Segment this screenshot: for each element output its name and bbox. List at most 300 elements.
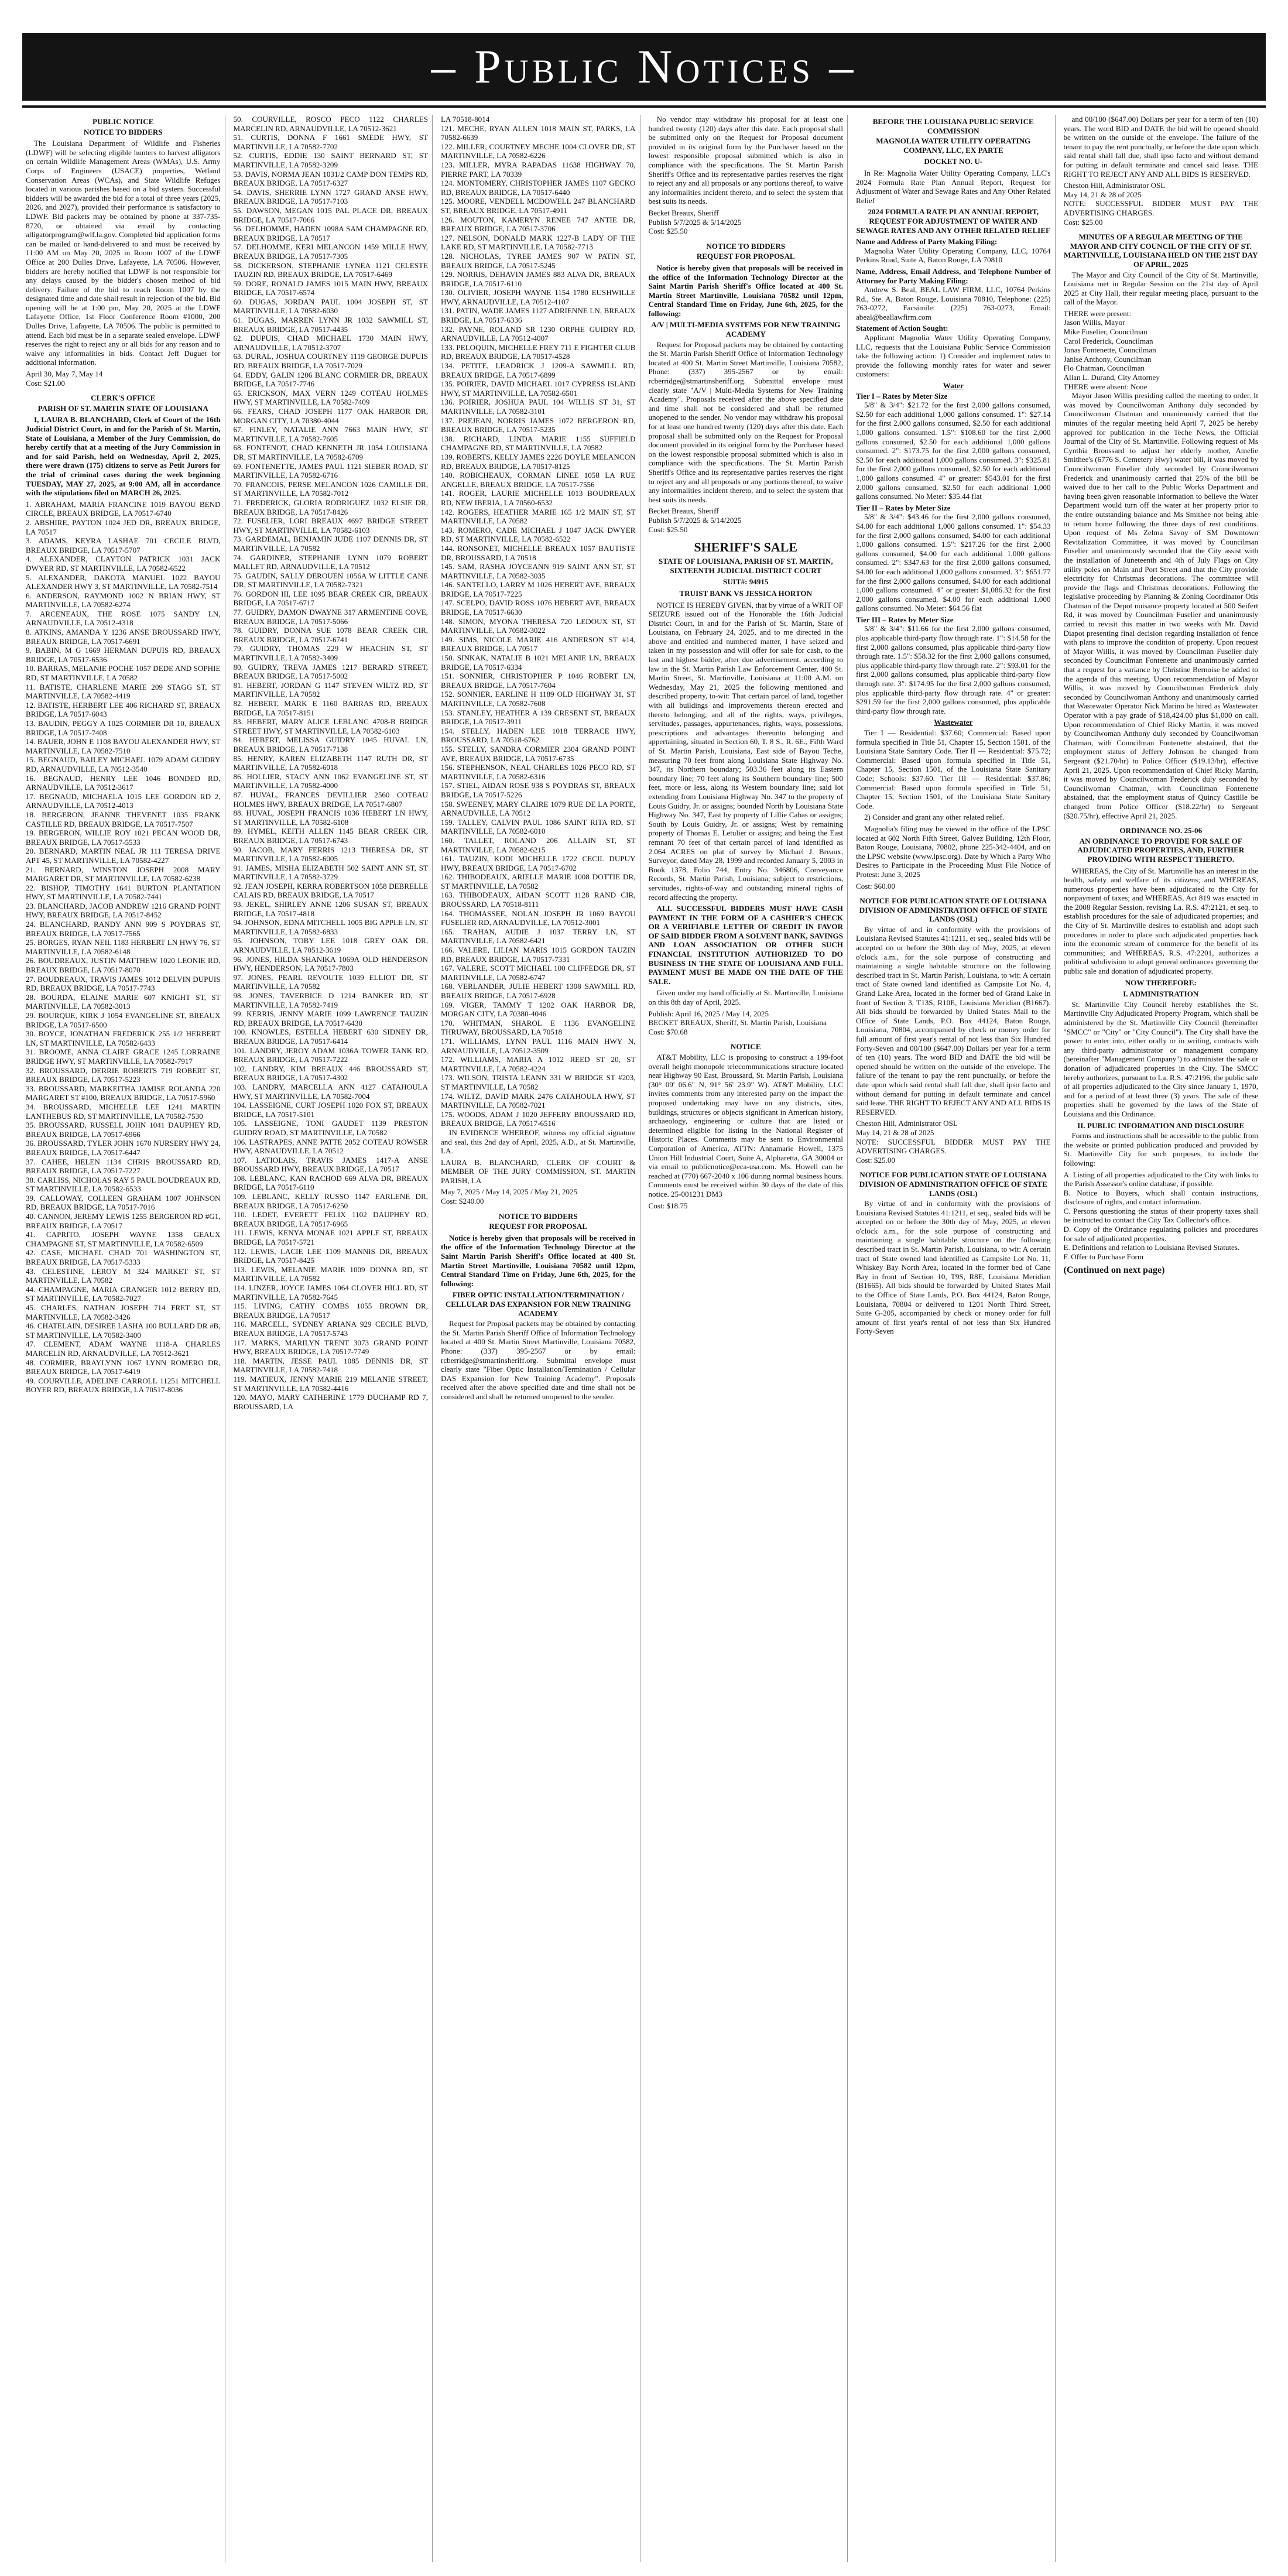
list-item: 150. SINKAK, NATALIE B 1021 MELANIE LN, BREAUX BRIDGE, LA 70517-6334: [441, 653, 636, 672]
list-item: 55. DAWSON, MEGAN 1015 PAL PLACE DR, BREAUX BRIDGE, LA 70517-7066: [233, 205, 428, 224]
notice-alligator-bids: [26, 117, 221, 388]
list-item: 69. FONTENETTE, JAMES PAUL 1121 SIEBER ROAD, ST MARTINVILLE, LA 70582-6716: [233, 461, 428, 480]
list-item: 41. CAPRITO, JOSEPH WAYNE 1358 GEAUX CHAMPAGNE ST, ST MARTINVILLE, LA 70582-6509: [26, 1230, 221, 1248]
signature: Cheston Hill, Administrator OSL: [856, 1119, 958, 1128]
list-item: Carol Frederick, Councilman: [1063, 336, 1153, 345]
sale-terms: ALL SUCCESSFUL BIDDERS MUST HAVE CASH PAYMENT IN THE FORM OF A CASHIER'S CHECK OR A VERIFIABLE LETTER OF CREDIT IN FAVOR OF SAID BIDDER FROM A SOLVENT BANK, SAVINGS AND LOAN ASSOCIATION OR OTHER SUCH FINANCIAL INSTITUTION AUTHORIZED TO DO BUSINESS IN THE STATE OF LOUISIANA AND FULL PAYMENT MUST BE MADE ON THE DATE OF THE SALE.: [648, 904, 843, 986]
attorney: Andrew S. Beal, BEAL LAW FIRM, LLC, 10764 Perkins Rd., Ste. A, Baton Rouge, Louisiana 70810, Telephone: (225) 763-0272, Facsimile: (225) 763-0273, Email: abeal@beallawfirm.com: [856, 285, 1051, 321]
list-item: 143. ROMERO, CADE MICHAEL J 1047 JACK DWYER RD, ST MARTINVILLE, LA 70582-6522: [441, 525, 636, 544]
list-item: 1. ABRAHAM, MARIA FRANCINE 1019 BAYOU BEND CIRCLE, BREAUX BRIDGE, LA 70517-6740: [26, 499, 221, 518]
list-item: 130. OLIVIER, JOSEPH WAYNE 1154 1780 EUSHWILLE HWY, ARNAUDVILLE, LA 70512-4107: [441, 288, 636, 306]
absent-list: THERE were absent: None: [1063, 382, 1147, 391]
list-item: 71. FREDERICK, GLORIA RODRIGUEZ 1032 ELSIE DR, BREAUX BRIDGE, LA 70517-8426: [233, 498, 428, 516]
publish-dates: Publish 5/7/2025 & 5/14/2025: [648, 217, 742, 227]
list-item: 27. BOUDREAUX, TRAVIS JAMES 1012 DELVIN DUPUIS RD, BREAUX BRIDGE, LA 70517-7743: [26, 974, 221, 993]
given-statement: Given under my hand officially at St. Martinville, Louisiana on this 8th day of April, 2025.: [648, 988, 843, 1007]
list-item: 139. ROBERTS, KELLY JAMES 2226 DOYLE MELANCON RD, BREAUX BRIDGE, LA 70517-8125: [441, 452, 636, 471]
list-item: 101. LANDRY, JEROY ADAM 1036A TOWER TANK RD, BREAUX BRIDGE, LA 70517-7222: [233, 1046, 428, 1064]
list-item: B. Notice to Buyers, which shall contain instructions, disclosure of rights, and contact information.: [1063, 1188, 1258, 1207]
list-item: 92. JEAN JOSEPH, KERRA ROBERTSON 1058 DEBRELLE CALAIS RD, BREAUX BRIDGE, LA 70517: [233, 881, 428, 900]
notice-body: AT&T Mobility, LLC is proposing to construct a 199-foot overall height monopole telecommunications structure located near Highway 90 East, Broussard, St. Martin Parish, Louisiana (30° 09' 06.6" N, 91° 56' 23.9" W). AT&T Mobility, LLC invites comments from any interested party on the impact the proposed undertaking may have on any districts, sites, buildings, structures or objects significant in American history, archaeology, engineering or culture that are listed or determined eligible for listing in the National Register of Historic Places. Comments may be sent to Environmental Corporation of America, ATTN: Annamarie Howell, 1375 Union Hill Industrial Court, Suite A, Alpharetta, GA 30004 or via email to publicnotice@eca-usa.com. Ms. Howell can be reached at (770) 667-2040 x 106 during normal business hours. Comments must be received within 30 days of the date of this notice. 25-001231 DM3: [648, 1053, 843, 1198]
list-item: 5. ALEXANDER, DAKOTA MANUEL 1022 BAYOU ALEXANDER HWY 3, ST MARTINVILLE, LA 70582-7514: [26, 573, 221, 591]
list-item: 124. MONTOMERY, CHRISTOPHER JAMES 1107 GECKO RD, BREAUX BRIDGE, LA 70517-6440: [441, 179, 636, 197]
list-item: 119. MATIEUX, JENNY MARIE 219 MELANIE STREET, ST MARTINVILLE, LA 70582-4416: [233, 1374, 428, 1393]
list-item: 126. MOUTON, KAMERYN RENEE 747 ANTIE DR, BREAUX BRIDGE, LA 70517-3706: [441, 215, 636, 234]
section-2-body: Forms and instructions shall be accessible to the public from the website or printed publication produced and provided by St. Martinville City for such purposes, to include the following:: [1063, 1131, 1258, 1167]
list-item: 48. CORMIER, BRAYLYNN 1067 LYNN ROMERO DR, BREAUX BRIDGE, LA 70517-6419: [26, 1358, 221, 1376]
list-item: 169. VIGER, TAMMY T 1202 OAK HARBOR DR, MORGAN CITY, LA 70380-4046: [441, 1000, 636, 1019]
list-item: 6. ANDERSON, RAYMOND 1002 N BRIAN HWY, ST MARTINVILLE, LA 70582-6274: [26, 591, 221, 609]
list-item: 108. LEBLANC, KAN RACHOD 669 ALVA DR, BREAUX BRIDGE, LA 70517-6110: [233, 1173, 428, 1192]
list-item: 125. MOORE, VENDELL MCDOWELL 247 BLANCHARD ST, BREAUX BRIDGE, LA 70517-4911: [441, 197, 636, 215]
list-item: LA 70518-8014: [441, 115, 490, 124]
list-item: 174. WILTZ, DAVID MARK 2476 CATAHOULA HWY, ST MARTINVILLE, LA 70582-7021: [441, 1091, 636, 1110]
notice-cost: Cost: $21.00: [26, 378, 65, 388]
section-2-heading: II. PUBLIC INFORMATION AND DISCLOSURE: [1077, 1121, 1245, 1130]
notice-body: NOTICE IS HEREBY GIVEN, that by virtue of a WRIT OF SEIZURE issued out of the Honorable the 16th Judicial District Court, in and for the Parish of St. Martin, State of Louisiana, on February 24, 2025, and to me directed in the above and entitled and numbered matter, I have seized and taken in my possession and will offer for sale for cash, to the last and highest bidder, after due advertisement, according to law in the St. Martin Parish Law Enforcement Center, 400 St. Martin Street, St. Martinville, Louisiana at 11:00 A.M. on Wednesday, May 21, 2025 the following mentioned and described property, to-wit: That certain parcel of land, together with all buildings and improvements thereon erected and thereto belonging, and all of the rights, ways, privileges, servitudes, passages, appurtenances, rights, ways, possessions, prescriptions and advantages thereunto belonging and appertaining, situated in Section 60, T. 8 S., R. 6E., Fifth Ward of St. Martin Parish, Louisiana, East side of Bayou Teche, measuring 70 feet front along Louisiana State Highway No. 347, its Northern boundary; 503.36 feet along its Eastern boundary line; 70 feet along its Southern boundary line; 500 feet, more or less, along its Western boundary line; said lot extending from Louisiana Highway No. 347 to the property of Louis Guidry, Jr. or assigns; bounded North by Louisiana State Highway No. 347, East by property of Lillie Cabas or assigns; South by Louis Guidry, Jr. or assigns; West by remaining property of Thomas E. Letulier or assigns; and being the East remnant 70 feet of that certain parcel of land identified as 2.064 ACRES on plat of survey by Michael J. Breaux, Surveyor, dated May 28, 1999 and recorded January 5, 2003 in Book 1378, Folio 744, Entry No. 346806, Conveyance Records, St. Martin Parish, Louisiana; subject to restrictions, servitudes, rights-of-way and outstanding mineral rights of record affecting the property.: [648, 600, 843, 902]
list-item: 165. TRAHAN, AUDIE J 1037 TERRY LN, ST MARTINVILLE, LA 70582-6421: [441, 927, 636, 946]
list-item: 93. JEKEL, SHIRLEY ANNE 1206 SUSAN ST, BREAUX BRIDGE, LA 70517-4818: [233, 900, 428, 918]
list-item: 35. BROUSSARD, RUSSELL JOHN 1041 DAUPHEY RD, BREAUX BRIDGE, LA 70517-6966: [26, 1121, 221, 1139]
banner-title: – Public Notices –: [431, 40, 857, 93]
notice-title: BEFORE THE LOUISIANA PUBLIC SERVICE COMMISSION: [872, 117, 1034, 135]
notice-cost: Cost: $18.75: [648, 1201, 688, 1210]
list-item: 117. MARKS, MARILYN TRENT 3073 GRAND POINT HWY, BREAUX BRIDGE, LA 70517-7749: [233, 1338, 428, 1356]
wastewater-rates: Tier I — Residential: $37.60; Commercial: Based upon formula specified in Title 51, Chapter 15, Section 1501, of the Louisiana State Sanitary Code. Tier II — Residential: $75.72; Commercial: Based upon formula specified in Title 51, Chapter 15, Section 1501, of the Louisiana State Sanitary Code; Schools: $37.60. Tier III — Residential: $37.86; Commercial: Based upon formula specified in Title 51, Chapter 15, Section 1501, of the Louisiana State Sanitary Code.: [856, 728, 1051, 810]
list-item: 88. HUVAL, JOSEPH FRANCIS 1036 HEBERT LN HWY, ST MARTINVILLE, LA 70582-6108: [233, 809, 428, 827]
list-item: 172. WILLIAMS, MARIA A 1012 REED ST 20, ST MARTINVILLE, LA 70582-4224: [441, 1055, 636, 1073]
list-item: 22. BISHOP, TIMOTHY 1641 BURTON PLANTATION HWY, ST MARTINVILLE, LA 70582-7441: [26, 883, 221, 902]
list-item: 39. CALLOWAY, COLLEEN GRAHAM 1007 JOHNSON RD, BREAUX BRIDGE, LA 70517-7016: [26, 1193, 221, 1212]
list-item: 34. BROUSSARD, MICHELLE LEE 1241 MARTIN LANTHEBUS RD, ST MARTINVILLE, LA 70582-7530: [26, 1102, 221, 1121]
list-item: 83. HEBERT, MARY ALICE LEBLANC 4708-B BRIDGE STREET HWY, ST MARTINVILLE, LA 70582-6103: [233, 717, 428, 735]
list-item: 170. WHITMAN, SHAROL E 1136 EVANGELINE THRUWAY, BROUSSARD, LA 70518: [441, 1018, 636, 1037]
list-item: 25. BORGES, RYAN NEIL 1183 HERBERT LN HWY 76, ST MARTINVILLE, LA 70582-6148: [26, 938, 221, 956]
tier-2-rates: 5/8" & 3/4": $43.46 for the first 2,000 gallons consumed, $4.00 for each additional 1,000 gallons consumed. 1": $54.33 for the first 2,000 gallons consumed, $4.00 for each additional 1,000 gallons consumed. 1.5": $217.26 for the first 2,000 gallons consumed, $4.00 for each additional 1,000 gallons consumed. 2": $347.63 for the first 2,000 gallons consumed, $4.00 for each additional 1,000 gallons consumed. 3": $651.77 for the first 2,000 gallons consumed, $4.00 for each additional 1,000 gallons consumed. 4" or greater: $1,086.32 for the first 2,000 gallons consumed, $4.00 for each additional 1,000 gallons consumed. No Meter: $64.56 flat: [856, 512, 1051, 613]
notice-cost: Cost: $25.00: [1063, 217, 1103, 227]
list-item: 102. LANDRY, KIM BREAUX 446 BROUSSARD ST, BREAUX BRIDGE, LA 70517-4302: [233, 1064, 428, 1083]
notice-cost: Cost: $240.00: [441, 1197, 484, 1206]
column-4: [649, 115, 848, 2562]
list-item: 144. RONSONET, MICHELLE BREAUX 1057 BAUTISTE DR, BROUSSARD, LA 70518: [441, 543, 636, 562]
list-item: 145. SAM, RASHA JOYCEANN 919 SAINT ANN ST, ST MARTINVILLE, LA 70582-3035: [441, 562, 636, 580]
notice-body: The Louisiana Department of Wildlife and Fisheries (LDWF) will be selecting eligible hunters to harvest alligators on certain Wildlife Management Areas (WMAs), U.S. Army Corps of Engineers (USACE) properties, Wetland Conservation Areas (WCAs), and State Wildlife Refuges located in various parishes based on a bid system. Successful bidders will be awarded the bid for a total of three years (2025, 2026, and 2027), provided their performance is satisfactory to LDWF. Bid packets may be obtained by phone at 337-735-8720, or obtained via email by contacting alligatorprogram@wlf.la.gov. Completed bid application forms can be mailed or hand-delivered to and must be received by 11:00 AM on May 20, 2025 in Room 1007 of the LDWF Office at 200 Dulles Drive, Lafayette, LA 70506. However, bidders are hereby notified that LDWF is not responsible for any delays caused by the bidder's chosen method of bid delivery. Failure of the bid to reach Room 1007 by the designated time and date shall result in rejection of the bid. Bid opening will be at 1:00 pm, May 20, 2025 at the LDWF Lafayette Office, 1st Floor Conference Room #1000, 200 Dulles Drive, Lafayette, LA 70506. The public is permitted to attend. Each bid must be in a separate sealed envelope. LDWF reserves the right to reject any or all bids for any reason and to waive any informalities in bids. Contact Jeff Duguet for additional information.: [26, 139, 221, 367]
list-item: 29. BOURQUE, KIRK J 1054 EVANGELINE ST, BREAUX BRIDGE, LA 70517-6500: [26, 1011, 221, 1029]
list-item: 72. FUSELIER, LORI BREAUX 4697 BRIDGE STREET HWY, ST MARTINVILLE, LA 70582-6103: [233, 516, 428, 535]
list-item: 2. ABSHIRE, PAYTON 1024 JED DR, BREAUX BRIDGE, LA 70517: [26, 518, 221, 536]
list-item: 166. VALERE, LILIAN MARIS 1015 GORDON TAUZIN RD, BREAUX BRIDGE, LA 70517-7331: [441, 946, 636, 964]
list-item: 98. JONES, TAVERBICE D 1214 BANKER RD, ST MARTINVILLE, LA 70582-7419: [233, 991, 428, 1009]
notice-title: NOTICE TO BIDDERS: [498, 1211, 578, 1221]
list-item: 24. BLANCHARD, RANDY ANN 909 S POYDRAS ST, BREAUX BRIDGE, LA 70517-7565: [26, 920, 221, 938]
notice-osl-lot-11-continued: [1064, 115, 1259, 227]
other-relief: 2) Consider and grant any other related relief.: [864, 813, 1005, 822]
notice-lpsc-magnolia: [856, 117, 1051, 890]
list-item: 26. BOUDREAUX, JUSTIN MATTHEW 1020 LEONIE RD, BREAUX BRIDGE, LA 70517-8070: [26, 956, 221, 975]
list-item: 161. TAUZIN, KODI MICHELLE 1722 CECIL DUPUY HWY, BREAUX BRIDGE, LA 70517-6702: [441, 854, 636, 872]
list-item: 163. THIBODEAUX, AIDAN SCOTT 1128 RAND CIR, BROUSSARD, LA 70518-8111: [441, 890, 636, 909]
notice-title: SHERIFF'S SALE: [694, 540, 798, 555]
list-item: 9. BABIN, M G 1669 HERMAN DUPUIS RD, BREAUX BRIDGE, LA 70517-6536: [26, 646, 221, 664]
list-item: 148. SIMON, MYONA THERESA 720 LEDOUX ST, ST MARTINVILLE, LA 70582-3022: [441, 616, 636, 635]
list-item: 54. DAVIS, SHERRIE LYNN 1727 GRAND ANSE HWY, BREAUX BRIDGE, LA 70517-7103: [233, 187, 428, 206]
clerk-signature: LAURA B. BLANCHARD, CLERK OF COURT & MEMBER OF THE JURY COMMISSION, ST. MARTIN PARISH, LA: [441, 1157, 636, 1185]
notice-title: NOTICE TO BIDDERS: [706, 241, 786, 251]
list-item: 115. LIVING, CATHY COMBS 1055 BROWN DR, BREAUX BRIDGE, LA 70517: [233, 1301, 428, 1320]
notice-body: Request for Proposal packets may be obtained by contacting the St. Martin Parish Sheriff Office of Information Technology located at 400 St. Martin Street Martinville, Louisiana 70582, Phone: (337) 395-2567 or by email: rcberridge@stmartinsheriff.org. Submittal envelope must clearly state "Fiber Optic Installation/Termination / Cellular DAS Expansion for New Training Academy". Proposals received after the above specified date and time shall not be considered and shall be returned unopened to the sender.: [441, 1319, 636, 1401]
list-item: Jason Willis, Mayor: [1063, 318, 1125, 327]
list-item: 7. ARCENEAUX, THE ROSE 1075 SANDY LN, ARNAUDVILLE, LA 70512-4318: [26, 609, 221, 628]
list-item: 135. POIRIER, DAVID MICHAEL 1017 CYPRESS ISLAND HWY, ST MARTINVILLE, LA 70582-6501: [441, 379, 636, 398]
notice-body: By virtue of and in conformity with the provisions of Louisiana Revised Statutes 41:1211, et seq., sealed bids will be accepted on or before the 30th day of May, 2025, at eleven o'clock a.m., for the sole purpose of constructing and maintaining a single habitable structure on the following described tract in St. Martin Parish, Louisiana, to wit: A certain tract of State owned land identified as Campsite Lot No. 11, Whiskey Bay North Area, located in the former bed of Cane Bay in front of Section 10, T9S, R8E, Louisiana Meridian (B1665). All bids should be forwarded by United States Mail to the Office of State Lands, P.O. Box 44124, Baton Rouge, Louisiana, 70804 or delivered to 1201 North Third Street, Suite G-205, accompanied by check or money order for full amount of first year's rental of not less than Six Hundred Forty-Seven: [856, 1199, 1051, 1336]
list-item: 114. LINZER, JOYCE JAMES 1064 CLOVER HILL RD, ST MARTINVILLE, LA 70582-7645: [233, 1283, 428, 1301]
list-item: 104. LASSEIGNE, CURT JOSEPH 1020 FOX ST, BREAUX BRIDGE, LA 70517-5101: [233, 1101, 428, 1119]
list-item: Jonas Fontenette, Councilman: [1063, 345, 1156, 355]
list-item: 80. GUIDRY, TREVA JAMES 1217 BERARD STREET, BREAUX BRIDGE, LA 70517-5002: [233, 662, 428, 681]
notice-body: By virtue of and in conformity with the provisions of Louisiana Revised Statutes 41:1211, et seq., sealed bids will be accepted on or before the 30th day of May, 2025, at eleven o'clock a.m., for the sole purpose of constructing and maintaining a single habitable structure on the following described tract in St. Martin Parish, Louisiana, to wit: A certain tract of State owned land identified as Campsite Lot No. 4, Grand Lake Area, located in the former bed of Grand Lake in front of Section 3, T13S, R10E, Louisiana Meridian (B1667). All bids should be forwarded by United States Mail to the Office of State Lands, P.O. Box 44124, Baton Rouge, Louisiana, 70804, accompanied by check or money order for full amount of first year's rental of not less than Six Hundred Forty-Seven and 00/100 ($647.00) Dollars per year for a term of ten (10) years. The word BID and DATE the bid will be opened should be written on the outside of the envelope. The failure of the tenant to pay the rent punctually, or before the date upon which said rental shall fall due, shall ipso facto and without demand for putting in default terminate and cancel said lease. THE RIGHT TO REJECT ANY AND ALL BIDS IS RESERVED.: [856, 924, 1051, 1116]
list-item: 147. SCELPO, DAVID ROSS 1076 HEBERT AVE, BREAUX BRIDGE, LA 70517-6630: [441, 598, 636, 617]
list-item: 91. JAMES, MISHA ELIZABETH 502 SAINT ANN ST, ST MARTINVILLE, LA 70582-3729: [233, 863, 428, 882]
notice-subtitle: REQUEST FOR PROPOSAL: [489, 1222, 588, 1231]
list-item: 90. JACOB, MARY FERRIS 1213 THERESA DR, ST MARTINVILLE, LA 70582-6005: [233, 845, 428, 864]
list-item: 67. FINLEY, NATALIE ANN 7663 MAIN HWY, ST MARTINVILLE, LA 70582-7605: [233, 425, 428, 443]
list-item: 136. POIRIER, JOSHUA PAUL 104 WILLIS ST 31, ST MARTINVILLE, LA 70582-3101: [441, 398, 636, 416]
notice-subtitle: REQUEST FOR PROPOSAL: [696, 252, 795, 261]
juror-list: [26, 500, 221, 1395]
list-item: 152. SONNIER, EARLINE H 1189 OLD HIGHWAY 31, ST MARTINVILLE, LA 70582-7608: [441, 690, 636, 708]
publish-dates: Publish: April 16, 2025 / May 14, 2025: [648, 1009, 769, 1018]
in-re: In Re: Magnolia Water Utility Operating Company, LLC's 2024 Formula Rate Plan Annual Report, Request for Adjustment of Water and Sewage Rates and Any Other Related Relief: [856, 168, 1051, 205]
relief-label: Statement of Action Sought:: [856, 324, 948, 333]
disclosure-list: [1064, 1170, 1259, 1262]
list-item: 49. COURVILLE, ADELINE CARROLL 11251 MITCHELL BOYER RD, BREAUX BRIDGE, LA 70517-8036: [26, 1376, 221, 1395]
notice-title: PUBLIC NOTICE: [93, 117, 154, 126]
notice-title: CLERK'S OFFICE: [91, 393, 156, 403]
list-item: 155. STELLY, SANDRA CORMIER 2304 GRAND POINT AVE, BREAUX BRIDGE, LA 70517-6735: [441, 744, 636, 763]
rfp-item: FIBER OPTIC INSTALLATION/TERMINATION / CELLULAR DAS EXPANSION FOR NEW TRAINING ACADEMY: [445, 1290, 631, 1318]
list-item: 70. FRANCOIS, PERSE MELANCON 1026 CAMILLE DR, ST MARTINVILLE, LA 70582-7012: [233, 479, 428, 498]
list-item: 77. GUIDRY, DAMON DWAYNE 317 ARMENTINE COVE, BREAUX BRIDGE, LA 70517-5066: [233, 608, 428, 626]
notice-cost: Cost: $25.00: [856, 1155, 895, 1164]
list-item: 156. STEPHENSON, NEAL CHARLES 1026 PECO RD, ST MARTINVILLE, LA 70582-6316: [441, 763, 636, 781]
list-item: 149. SIMS, NICOLE MARIE 416 ANDERSON ST #14, BREAUX BRIDGE, LA 70517: [441, 635, 636, 653]
notice-att-tower: [649, 1042, 844, 1210]
list-item: 68. FONTENOT, CHAD KENNETH JR 1054 LOUISIANA DR, ST MARTINVILLE, LA 70582-6709: [233, 443, 428, 461]
list-item: 151. SONNIER, CHRISTOPHER P 1046 ROBERT LN, BREAUX BRIDGE, LA 70517-7604: [441, 672, 636, 690]
list-item: 110. LEDET, EVERETT FELIX 1102 DAUPHEY RD, BREAUX BRIDGE, LA 70517-6965: [233, 1210, 428, 1228]
list-item: 86. HOLLIER, STACY ANN 1062 EVANGELINE ST, ST MARTINVILLE, LA 70582-4000: [233, 772, 428, 790]
list-item: 120. MAYO, MARY CATHERINE 1779 DUCHAMP RD 7, BROUSSARD, LA: [233, 1393, 428, 1411]
notice-osl-lot-4: [856, 896, 1051, 1164]
list-item: 58. DICKERSON, STEPHANIE LYNEA 1121 CELESTE TAUZIN RD, BREAUX BRIDGE, LA 70517-6469: [233, 261, 428, 279]
list-item: 160. TALLET, ROLAND 206 ALLAIN ST, ST MARTINVILLE, LA 70582-6215: [441, 835, 636, 854]
page-banner: [22, 33, 1266, 101]
notice-body: Request for Proposal packets may be obtained by contacting the St. Martin Parish Sheriff Office of Information Technology located at 400 St. Martin Street Martinville, Louisiana 70582, Phone: (337) 395-2567 or by email: rcberridge@stmartinsheriff.org. Submittal envelope must clearly state "A/V | Multi-Media Systems for New Training Academy". Proposals received after the above specified date and time shall not be considered and shall be returned unopened to the sender. No vendor may withdraw his proposal for at least one hundred twenty (120) days after this date. Each proposal shall be submitted only on the Request for Proposal document provided in its original form by the Purchaser based on the lowest responsible proposal submitted which is also in compliance with the specifications. The St. Martin Parish Sheriff's Office and its representative parties reserves the right to reject any and all proposals or any portions thereof, to waive any informalities incident thereto, and to select the system that best suits its needs.: [648, 340, 843, 504]
notice-lead: Notice is hereby given that proposals will be received in the office of the Information Technology Director at the Saint Martin Parish Sheriff's Office located at 400 St. Martin Street Martinville, Louisiana 70582 until 12pm, Central Standard Time on Friday, June 6th, 2025, for the following:: [648, 263, 843, 318]
notice-cost: Cost: $25.50: [648, 525, 688, 534]
list-item: 11. BATISTE, CHARLENE MARIE 209 STAGG ST, ST MARTINVILLE, LA 70582-4419: [26, 682, 221, 701]
minutes-opening: The Mayor and City Council of the City of St. Martinville, Louisiana met in Regular Session on the 21st day of April 2025 at City Hall, their regular meeting place, pursuant to the call of the Mayor.: [1063, 270, 1258, 307]
rfp-item: A/V | MULTI-MEDIA SYSTEMS FOR NEW TRAINING ACADEMY: [651, 320, 841, 339]
list-item: E. Definitions and relation to Louisiana Revised Statutes.: [1063, 1243, 1240, 1252]
column-3: [441, 115, 640, 2562]
list-item: Janise Anthony, Councilman: [1063, 354, 1152, 364]
list-item: 127. NELSON, DONALD MARK 1227-B LADY OF THE LAKE RD, ST MARTINVILLE, LA 70582-7713: [441, 233, 636, 252]
notice-body: and 00/100 ($647.00) Dollars per year for a term of ten (10) years. The word BID and DATE the bid will be opened should be written on the outside of the envelope. The failure of the tenant to pay the rent punctually, or before the date upon which said rental shall fall due, shall ipso facto and without demand for putting in default terminate and cancel said lease. THE RIGHT TO REJECT ANY AND ALL BIDS IS RESERVED.: [1063, 115, 1258, 179]
notice-body: No vendor may withdraw his proposal for at least one hundred twenty (120) days after this date. Each proposal shall be submitted only on the Request for Proposal document provided in its original form by the Purchaser based on the lowest responsible proposal submitted which is also in compliance with the specifications. The St. Martin Parish Sheriff's Office and its representative parties reserves the right to reject any and all proposals or any portions thereof, to waive any informalities incident thereto, and to select the system that best suits its needs.: [648, 115, 843, 206]
notice-osl-lot-11: [856, 1170, 1051, 1336]
list-item: 167. VALERE, SCOTT MICHAEL 100 CLIFFEDGE DR, ST MARTINVILLE, LA 70582-6747: [441, 964, 636, 982]
list-item: 106. LASTRAPES, ANNE PATTE 2052 COTEAU ROWSER HWY, ARNAUDVILLE, LA 70512: [233, 1137, 428, 1156]
notice-title: NOTICE: [730, 1042, 761, 1051]
list-item: 162. THIBODEAUX, ARIELLE MARIE 1008 DOTTIE DR, ST MARTINVILLE, LA 70582: [441, 872, 636, 890]
filer-label: Name and Address of Party Making Filing:: [856, 237, 998, 246]
docket-number: DOCKET NO. U-: [924, 157, 983, 166]
column-5: [856, 115, 1056, 2562]
list-item: 59. DORE, RONALD JAMES 1015 MAIN HWY, BREAUX BRIDGE, LA 70517-6574: [233, 279, 428, 297]
ordinance-title: ORDINANCE NO. 25-06: [1119, 826, 1203, 835]
list-item: 28. BOURDA, ELAINE MARIE 607 KNIGHT ST, ST MARTINVILLE, LA 70582-3013: [26, 992, 221, 1011]
list-item: D. Copy of the Ordinance regulating policies and procedures for sale of adjudicated properties.: [1063, 1225, 1258, 1243]
juror-list: [234, 115, 429, 1411]
list-item: 32. BROUSSARD, DERRIE ROBERTS 719 ROBERT ST, BREAUX BRIDGE, LA 70517-5223: [26, 1066, 221, 1084]
now-therefore: NOW THEREFORE:: [1125, 978, 1197, 987]
list-item: 17. BEGNAUD, MICHAELA 1015 LEE GORDON RD 2, ARNAUDVILLE, LA 70512-4013: [26, 792, 221, 810]
list-item: 19. BERGERON, WILLIE ROY 1021 PECAN WOOD DR, BREAUX BRIDGE, LA 70517-5533: [26, 828, 221, 847]
list-item: 76. GORDON III, LEE 1095 BEAR CREEK CIR, BREAUX BRIDGE, LA 70517-6717: [233, 589, 428, 608]
notice-columns: [26, 115, 1262, 2562]
list-item: 45. CHARLES, NATHAN JOSEPH 714 FRET ST, ST MARTINVILLE, LA 70582-3426: [26, 1303, 221, 1321]
notice-rfp-fiber: [441, 1212, 636, 1402]
list-item: 82. HEBERT, MARK E 1160 BARRAS RD, BREAUX BRIDGE, LA 70517-8151: [233, 699, 428, 717]
list-item: 113. LEWIS, MELANIE MARIE 1009 DONNA RD, ST MARTINVILLE, LA 70582: [233, 1265, 428, 1283]
publish-dates: May 7, 2025 / May 14, 2025 / May 21, 2025: [441, 1187, 578, 1197]
list-item: 153. STANLEY, HEATHER A 139 CRESENT ST, BREAUX BRIDGE, LA 70517-3911: [441, 708, 636, 727]
attorney-label: Name, Address, Email Address, and Telephone Number of Attorney for Party Making Filing:: [856, 266, 1051, 285]
list-item: 138. RICHARD, LINDA MARIE 1155 SUFFIELD CHAMPAGNE RD, ST MARTINVILLE, LA 70582: [441, 434, 636, 453]
notice-cost: Cost: $25.50: [648, 227, 688, 236]
section-1-heading: I. ADMINISTRATION: [1123, 989, 1199, 999]
present-label: THERE were present:: [1063, 309, 1132, 318]
list-item: 132. PAYNE, ROLAND SR 1230 ORPHE GUIDRY RD, ARNAUDVILLE, LA 70512-4007: [441, 324, 636, 343]
list-item: 37. CAHEE, HELEN 1134 CHRIS BROUSSARD RD, BREAUX BRIDGE, LA 70517-7227: [26, 1157, 221, 1176]
list-item: 30. BOYCE, JONATHAN FREDERICK 255 1/2 HERBERT LN, ST MARTINVILLE, LA 70582-6433: [26, 1029, 221, 1047]
list-item: 75. GAUDIN, SALLY DEROUEN 1056A W LITTLE CANE DR, ST MARTINVILLE, LA 70582-7321: [233, 571, 428, 590]
headline: 2024 FORMULA RATE PLAN ANNUAL REPORT, REQUEST FOR ADJUSTMENT OF WATER AND SEWAGE RATES AND ANY OTHER RELATED RELIEF: [856, 207, 1051, 235]
minutes-body: Mayor Jason Willis presiding called the meeting to order. It was moved by Councilwoman Anthony duly seconded by Councilwoman Chatman and unanimously carried that the minutes of the regular meeting held April 7, 2025 be hereby approved for publication in the Teche News, the Official Journal of the City of St. Martinville. Following request of Ms Cynthia Broussard to adjust her elderly mother, Amelie Smithee's (6776 S. Cemetery Hwy) water bill, it was moved by Councilwoman Fuselier duly seconded by Councilwoman Frederick and unanimously carried that 25% of the bill be waived due to her call to the Public Works Department and having been given reasonable information to believe the Water Department would turn off the water at her property prior to the entire outstanding balance and Ms Smithee not being able to return home following the three days of rest conditions. Upon request of Ms Zelma Savoy of SM Downtown Revitalization Committee, it was moved by Councilman Fuselier and unanimously seconded that the City assist with the installation of Juneteenth and 4th of July Flags on City utility poles on Main and Port Street and that the City provide electricity for Christmas decorations. The committee will provide the flags and Christmas decorations. Following the legislative proceeding by Planning & Zoning Coordinator Otis Chatman of the Depot nuisance property located at 500 Seifert Rd, it was moved by Councilman Fuselier and unanimously carried to revisit this matter in two weeks with Mr. David Diapot presenting final decision regarding installation of fence with plans to improve the condition of property. Upon request of Mayor Willis, it was moved by Councilman Fuselier duly seconded by Councilman Fontenette and unanimously carried that a request for a variance by Christine Bernoise be added to the agenda of this meeting. Upon recommendation of Mayor Willis, it was moved by Councilwoman Frederick duly seconded by Councilwoman Anthony and unanimously carried that Wastewater Operator Nick Marino be hired as Wastewater Operator with a pay grade of $18,424.00 plus $1,000 on call. Upon recommendation of Chief Ricky Martin, it was moved by Councilwoman Anthony duly seconded by Councilwoman Chatman, with Councilman Fontenette abstained, that the employment status of Jeffery Johnson be changed from Sergeant ($21.70/hr) to Police Officer ($19.13/hr), effective April 21, 2025. Upon recommendation of Chief Ricky Martin, it was moved by Councilwoman Frederick duly seconded by Councilwoman Chatman, with Councilman Fontenette abstained, that the employment status of Quincy Castille be changed from Police Officer ($18.22/hr) to Sergeant ($20.75/hr), effective April 21, 2025.: [1063, 391, 1258, 820]
case-parties: TRUIST BANK VS JESSICA HORTON: [679, 588, 813, 598]
list-item: 164. THOMASSEE, NOLAN JOSEPH JR 1069 BAYOU FUSELIER RD, ARNAUDVILLE, LA 70512-3001: [441, 909, 636, 927]
list-item: 20. BERNARD, MARTIN NEAL JR 111 TERESA DRIVE APT 45, ST MARTINVILLE, LA 70582-4227: [26, 847, 221, 865]
notice-intro: I, LAURA B. BLANCHARD, Clerk of Court of the 16th Judicial District Court, in and for the Parish of St. Martin, State of Louisiana, a Member of the Jury Commission, do hereby certify that at a meeting of the Jury Commission in and for said Parish, held on Wednesday, April 2, 2025, there were drawn (175) citizens to serve as Petit Jurors for the trial of criminal cases during the week beginning TUESDAY, MAY 27, 2025, at 9:00 AM, all in accordance with the stipulations filed on MARCH 26, 2025.: [26, 415, 221, 498]
list-item: 146. SANTELLO, LARRY M 1026 HEBERT AVE, BREAUX BRIDGE, LA 70517-7225: [441, 580, 636, 598]
list-item: 18. BERGERON, JEANNE THEVENET 1035 FRANK CASTILLE RD, BREAUX BRIDGE, LA 70517-7507: [26, 810, 221, 828]
list-item: 109. LEBLANC, KELLY RUSSO 1147 EARLENE DR, BREAUX BRIDGE, LA 70517-6250: [233, 1192, 428, 1210]
list-item: 121. MECHE, RYAN ALLEN 1018 MAIN ST, PARKS, LA 70582-6639: [441, 124, 636, 142]
list-item: 60. DUGAS, JORDAN PAUL 1004 JOSEPH ST, ST MARTINVILLE, LA 70582-6030: [233, 297, 428, 316]
filing-info: Magnolia's filing may be viewed in the office of the LPSC located at 602 North Fifth Street, Galvez Building, 12th Floor, Baton Rouge, Louisiana, 70802, phone 225-342-4404, and on the LPSC website (www.lpsc.org). Date by Which a Party Who Desires to Participate in the Proceeding Must File Notice of Protest: June 3, 2025: [856, 824, 1051, 879]
notice-rfp-av: [649, 242, 844, 534]
notice-title: NOTICE FOR PUBLICATION STATE OF LOUISIANA DIVISION OF ADMINISTRATION OFFICE OF STATE LANDS (OSL): [859, 1170, 1047, 1198]
juror-list: [441, 115, 636, 1128]
list-item: 81. HEBERT, JORDAN G 1147 STEVEN WILTZ RD, ST MARTINVILLE, LA 70582: [233, 680, 428, 699]
list-item: 64. EDDY, GALIN 1206 BLANC CORMIER DR, BREAUX BRIDGE, LA 70517-7746: [233, 370, 428, 389]
list-item: 42. CASE, MICHAEL CHAD 701 WASHINGTON ST, BREAUX BRIDGE, LA 70517-5333: [26, 1248, 221, 1267]
tier-1-heading: Tier I – Rates by Meter Size: [856, 391, 948, 400]
list-item: 21. BERNARD, WINSTON JOSEPH 2008 MARY MARGARET DR, ST MARTINVILLE, LA 70582-6238: [26, 865, 221, 883]
list-item: 158. SWEENEY, MARY CLAIRE 1079 RUE DE LA PORTE, ARNAUDVILLE, LA 70512: [441, 799, 636, 818]
water-heading: Water: [943, 381, 964, 390]
list-item: 94. JOHNSON, EDNA MITCHELL 1005 BIG APPLE LN, ST MARTINVILLE, LA 70582-6833: [233, 918, 428, 936]
list-item: 87. HUVAL, FRANCES DEVILLIER 2560 COTEAU HOLMES HWY, BREAUX BRIDGE, LA 70517-6807: [233, 790, 428, 809]
list-item: 66. FEARS, CHAD JOSEPH 1177 OAK HARBOR DR, MORGAN CITY, LA 70380-4044: [233, 407, 428, 425]
list-item: 74. GARDINER, STEPHANIE LYNN 1079 ROBERT MALLET RD, ARNAUDVILLE, LA 70512: [233, 553, 428, 571]
list-item: 14. BAUER, JOHN E 1108 BAYOU ALEXANDER HWY, ST MARTINVILLE, LA 70582-7510: [26, 737, 221, 755]
ordinance-whereas: WHEREAS, the City of St. Martinville has an interest in the health, safety and welfare of its citizens; and WHEREAS, numerous properties have been adjudicated to the City for nonpayment of taxes; and WHEREAS, Act 819 was enacted in the 2008 Regular Session, revising La. R.S. 47:2121, et seq. to establish procedures for the sale of adjudicated properties; and the City of St. Martinville desires to establish and adopt such procedures in order to place such adjudicated properties back into the economic stream of commerce for the benefit of its communities; and WHEREAS, R.S. 47:2201, authorizes a political subdivision to adopt general ordinances governing the public sale and donation of adjudicated property.: [1063, 866, 1258, 976]
continued-note: (Continued on next page): [1063, 1265, 1165, 1276]
notice-title: MINUTES OF A REGULAR MEETING OF THE MAYOR AND CITY COUNCIL OF THE CITY OF ST. MARTINVILLE, LOUISIANA HELD ON THE 21ST DAY OF APRIL, 2025: [1064, 232, 1258, 269]
list-item: F. Offer to Purchase Form: [1063, 1252, 1144, 1261]
list-item: 78. GUIDRY, DONNA SUE 1078 BEAR CREEK CIR, BREAUX BRIDGE, LA 70517-6741: [233, 626, 428, 644]
notice-cost: Cost: $70.68: [648, 1027, 688, 1036]
bidder-note: NOTE: SUCCESSFUL BIDDER MUST PAY THE ADVERTISING CHARGES.: [1063, 199, 1258, 217]
relief: Applicant Magnolia Water Utility Operating Company, LLC, requests that the Louisiana Public Service Commission take the following action: 1) Consider and implement rates to provide the following monthly rates for water and sewer customers:: [856, 333, 1051, 379]
banner-rule: [22, 105, 1266, 108]
list-item: 129. NORRIS, DEHAVIN JAMES 883 ALVA DR, BREAUX BRIDGE, LA 70517-6110: [441, 270, 636, 288]
list-item: 175. WOODS, ADAM J 1020 JEFFERY BROUSSARD RD, BREAUX BRIDGE, LA 70517-6516: [441, 1109, 636, 1128]
list-item: C. Persons questioning the status of their property taxes shall be instructed to contact the City Tax Collector's office.: [1063, 1206, 1258, 1225]
list-item: 133. PELOQUIN, MICHELLE FREY 711 E FIGHTER CLUB RD, BREAUX BRIDGE, LA 70517-4528: [441, 342, 636, 361]
list-item: 131. PATIN, WADE JAMES 1127 ADRIENNE LN, BREAUX BRIDGE, LA 70517-6336: [441, 306, 636, 325]
list-item: 51. CURTIS, DONNA F 1661 SMEDE HWY, ST MARTINVILLE, LA 70582-7702: [233, 133, 428, 151]
notice-lead: Notice is hereby given that proposals will be received in the office of the Information Technology Director at the Saint Martin Parish Sheriff's Office located at 400 St. Martin Street Martinville, Louisiana 70582 until 12pm, Central Standard Time on Friday, June 6th, 2025, for the following:: [441, 1233, 636, 1288]
list-item: 105. LASSEIGNE, TONI GAUDET 1139 PRESTON GUIDRY ROAD, ST MARTINVILLE, LA 70582: [233, 1119, 428, 1137]
list-item: 100. KNOWLES, ESTELLA HEBERT 630 SIDNEY DR, BREAUX BRIDGE, LA 70517-6414: [233, 1027, 428, 1046]
list-item: 137. PREJEAN, NORRIS JAMES 1072 BERGERON RD, BREAUX BRIDGE, LA 70517-5235: [441, 416, 636, 434]
suit-number: SUIT#: 94915: [723, 577, 769, 587]
notice-council-minutes: [1064, 232, 1259, 820]
list-item: 168. VERLANDER, JULIE HEBERT 1308 SAWMILL RD, BREAUX BRIDGE, LA 70517-6928: [441, 982, 636, 1000]
list-item: 154. STELLY, HADEN LEE 1018 TERRACE HWY, BROUSSARD, LA 70518-6762: [441, 726, 636, 745]
signature: BECKET BREAUX, Sheriff, St. Martin Parish, Louisiana: [648, 1018, 827, 1027]
list-item: 15. BEGNAUD, BAILEY MICHAEL 1079 ADAM GUIDRY RD, ARNAUDVILLE, LA 70512-3540: [26, 755, 221, 773]
list-item: Mike Fuselier, Councilman: [1063, 327, 1147, 337]
list-item: 171. WILLIAMS, LYNN PAUL 1116 MAIN HWY N, ARNAUDVILLE, LA 70512-3509: [441, 1036, 636, 1055]
list-item: 63. DURAL, JOSHUA COURTNEY 1119 GEORGE DUPUIS RD, BREAUX BRIDGE, LA 70517-7029: [233, 352, 428, 371]
tier-3-heading: Tier III – Rates by Meter Size: [856, 615, 954, 624]
list-item: 134. PETITE, LEADRICK J 1209-A SAWMILL RD, BREAUX BRIDGE, LA 70517-6899: [441, 361, 636, 379]
list-item: 79. GUIDRY, THOMAS 229 W HEACHIN ST, ST MARTINVILLE, LA 70582-3409: [233, 644, 428, 663]
notice-title: NOTICE FOR PUBLICATION STATE OF LOUISIANA DIVISION OF ADMINISTRATION OFFICE OF STATE LANDS (OSL): [859, 896, 1047, 924]
list-item: 33. BROUSSARD, MARKEITHA JAMISE ROLANDA 220 MARGARET ST #100, BREAUX BRIDGE, LA 70517-5960: [26, 1084, 221, 1102]
notice-jury-list: [26, 393, 221, 1395]
list-item: 111. LEWIS, KENYA MONAE 1021 APPLE ST, BREAUX BRIDGE, LA 70517-5721: [233, 1228, 428, 1247]
list-item: 31. BROOME, ANNA CLAIRE GRACE 1245 LORRAINE BRIDGE HWY, ST MARTINVILLE, LA 70582-7917: [26, 1047, 221, 1066]
present-list: [1064, 318, 1259, 382]
list-item: 38. CARLISS, NICHOLAS RAY 5 PAUL BOUDREAUX RD, ST MARTINVILLE, LA 70582-6533: [26, 1175, 221, 1194]
list-item: Flo Chatman, Councilman: [1063, 364, 1145, 373]
list-item: 116. MARCELL, SYDNEY ARIANA 929 CECILE BLVD, BREAUX BRIDGE, LA 70517-5743: [233, 1320, 428, 1338]
list-item: 56. DELHOMME, HADEN 1098A SAM CHAMPAGNE RD, BREAUX BRIDGE, LA 70517: [233, 224, 428, 242]
list-item: 43. CELESTINE, LEROY M 324 MARKET ST, ST MARTINVILLE, LA 70582: [26, 1266, 221, 1285]
column-6: [1064, 115, 1263, 2562]
applicant: MAGNOLIA WATER UTILITY OPERATING COMPANY, LLC, EX PARTE: [876, 136, 1031, 155]
list-item: 36. BROUSSARD, TYLER JOHN 1670 NURSERY HWY 24, BREAUX BRIDGE, LA 70517-6447: [26, 1139, 221, 1157]
list-item: 99. KERRIS, JENNY MARIE 1099 LAWRENCE TAUZIN RD, BREAUX BRIDGE, LA 70517-6430: [233, 1009, 428, 1027]
list-item: 96. JONES, HILDA SHANIKA 1069A OLD HENDERSON HWY, HENDERSON, LA 70517-7803: [233, 954, 428, 973]
list-item: 50. COURVILLE, ROSCO PECO 1122 CHARLES MARCELIN RD, ARNAUDVILLE, LA 70512-3621: [233, 115, 428, 133]
column-2: [234, 115, 433, 2562]
list-item: 4. ALEXANDER, CLAYTON PATRICK 1031 JACK DWYER RD, ST MARTINVILLE, LA 70582-6522: [26, 554, 221, 573]
list-item: 61. DUGAS, MARREN LYNN JR 1032 SAWMILL ST, BREAUX BRIDGE, LA 70517-4435: [233, 316, 428, 334]
publish-dates: May 14, 21 & 28 of 2025: [856, 1128, 934, 1137]
list-item: 44. CHAMPAGNE, MARIA GRANGER 1012 BERRY RD, ST MARTINVILLE, LA 70582-7027: [26, 1284, 221, 1303]
list-item: 103. LANDRY, MARCELLA ANN 4127 CATAHOULA HWY, ST MARTINVILLE, LA 70582-7004: [233, 1082, 428, 1101]
publish-dates: April 30, May 7, May 14: [26, 369, 103, 379]
list-item: 52. CURTIS, EDDIE 130 SAINT BERNARD ST, ST MARTINVILLE, LA 70582-3209: [233, 151, 428, 169]
list-item: 142. ROGERS, HEATHER MARIE 165 1/2 MAIN ST, ST MARTINVILLE, LA 70582: [441, 507, 636, 526]
list-item: 62. DUPUIS, CHAD MICHAEL 1730 MAIN HWY, ARNAUDVILLE, LA 70512-3707: [233, 334, 428, 352]
list-item: 140. ROBICHEAUX, CORMAN LINEE 1058 LA RUE ANGELLE, BREAUX BRIDGE, LA 70517-7556: [441, 471, 636, 489]
tier-2-heading: Tier II – Rates by Meter Size: [856, 503, 951, 512]
list-item: A. Listing of all properties adjudicated to the City with links to the Parish Assessor's online database, if possible.: [1063, 1170, 1258, 1188]
witness-statement: IN EVIDENCE WHEREOF, witness my official signature and seal, this 2nd day of April, 2025, A.D., at St. Martinville, LA.: [441, 1128, 636, 1156]
list-item: 141. ROGER, LAURIE MICHELLE 1013 BOUDREAUX RD, NEW IBERIA, LA 70560-6532: [441, 489, 636, 507]
list-item: 159. TALLEY, CALVIN PAUL 1086 SAINT RITA RD, ST MARTINVILLE, LA 70582-6010: [441, 817, 636, 836]
column-1: [26, 115, 225, 2562]
list-item: 46. CHATELAIN, DESIREE LASHA 100 BULLARD DR #B, ST MARTINVILLE, LA 70582-3400: [26, 1321, 221, 1340]
notice-rfp-fiber-continued: [649, 115, 844, 236]
signature: Cheston Hill, Administrator OSL: [1063, 181, 1166, 190]
list-item: 84. HEBERT, MELISSA GUIDRY 1045 HUVAL LN, BREAUX BRIDGE, LA 70517-7138: [233, 735, 428, 753]
list-item: 12. BATISTE, HERBERT LEE 406 RICHARD ST, BREAUX BRIDGE, LA 70517-6043: [26, 700, 221, 719]
list-item: 85. HENRY, KAREN ELIZABETH 1147 RUTH DR, ST MARTINVILLE, LA 70582-6018: [233, 753, 428, 772]
tier-1-rates: 5/8" & 3/4": $21.72 for the first 2,000 gallons consumed, $2.50 for each additional 1,000 gallons consumed. 1": $27.14 for the first 2,000 gallons consumed, $2.50 for each additional 1,000 gallons consumed. 1.5": $108.60 for the first 2,000 gallons consumed, $2.50 for each additional 1,000 gallons consumed. 2": $173.75 for the first 2,000 gallons consumed, $2.50 for each additional 1,000 gallons consumed. 3": $325.81 for the first 2,000 gallons consumed, $2.50 for each additional 1,000 gallons consumed. 4" or greater: $543.01 for the first 2,000 gallons consumed, $2.50 for each additional 1,000 gallons consumed. No Meter: $35.44 flat: [856, 400, 1051, 501]
ordinance-subtitle: AN ORDINANCE TO PROVIDE FOR SALE OF ADJUDICATED PROPERTIES, AND, FURTHER PROVIDING WITH RESPECT THERETO.: [1077, 836, 1245, 864]
list-item: 128. NICHOLAS, TYREE JAMES 907 W PATIN ST, BREAUX BRIDGE, LA 70517-5245: [441, 251, 636, 270]
publish-dates: May 14, 21 & 28 of 2025: [1063, 190, 1142, 199]
list-item: 112. LEWIS, LACIE LEE 1109 MANNIS DR, BREAUX BRIDGE, LA 70517-8425: [233, 1246, 428, 1265]
list-item: 95. JOHNSON, TOBY LEE 1018 GREY OAK DR, ARNAUDVILLE, LA 70512-3619: [233, 936, 428, 955]
list-item: 40. CANNON, JEREMY LEWIS 1255 BERGERON RD #G1, BREAUX BRIDGE, LA 70517: [26, 1212, 221, 1230]
notice-subtitle: PARISH OF ST. MARTIN STATE OF LOUISIANA: [37, 403, 208, 413]
tier-3-rates: 5/8" & 3/4": $11.66 for the first 2,000 gallons consumed, plus applicable third-party flow through rate. 1": $14.58 for the first 2,000 gallons consumed, plus applicable third-party flow through rate. 1.5": $58.32 for the first 2,000 gallons consumed, plus applicable third-party flow through rate. 2": $93.01 for the first 2,000 gallons consumed, plus applicable third-party flow through rate. 3": $174.95 for the first 2,000 gallons consumed, plus applicable third-party flow through rate. 4" or greater: $291.59 for the first 2,000 gallons consumed, plus applicable third-party flow through rate.: [856, 624, 1051, 715]
list-item: 13. BAUDIN, PEGGY A 1025 CORMIER DR 10, BREAUX BRIDGE, LA 70517-7408: [26, 719, 221, 737]
notice-subtitle: STATE OF LOUISIANA, PARISH OF ST. MARTIN, SIXTEENTH JUDICIAL DISTRICT COURT: [658, 557, 833, 575]
list-item: 89. HYMEL, KEITH ALLEN 1145 BEAR CREEK CIR, BREAUX BRIDGE, LA 70517-6743: [233, 827, 428, 845]
notice-ordinance: [1064, 826, 1259, 1275]
notice-sheriffs-sale: [649, 540, 844, 1036]
list-item: Allan L. Durand, City Attorney: [1063, 373, 1160, 382]
notice-cost: Cost: $60.00: [856, 881, 895, 890]
list-item: 3. ADAMS, KEYRA LASHAE 701 CECILE BLVD, BREAUX BRIDGE, LA 70517-5707: [26, 536, 221, 554]
list-item: 122. MILLER, COURTNEY MECHE 1004 CLOVER DR, ST MARTINVILLE, LA 70582-6226: [441, 142, 636, 160]
list-item: 23. BLANCHARD, JACOB ANDREW 1216 GRAND POINT HWY, BREAUX BRIDGE, LA 70517-8452: [26, 901, 221, 920]
list-item: 65. ERICKSON, MAX VERN 1249 COTEAU HOLMES HWY, ST MARTINVILLE, LA 70582-7409: [233, 388, 428, 407]
notice-subtitle: NOTICE TO BIDDERS: [83, 127, 163, 136]
list-item: 10. BARRAS, MELANIE POCHE 1057 DEDE AND SOPHIE RD, ST MARTINVILLE, LA 70582: [26, 664, 221, 683]
signature: Becket Breaux, Sheriff: [648, 208, 719, 217]
list-item: 157. STIEL, AIDAN ROSE 938 S POYDRAS ST, BREAUX BRIDGE, LA 70517-5226: [441, 781, 636, 799]
list-item: 173. WILSON, TRISTA LEANN 331 W BRIDGE ST #203, ST MARTINVILLE, LA 70582: [441, 1073, 636, 1091]
list-item: 16. BEGNAUD, HENRY LEE 1046 BONDED RD, ARNAUDVILLE, LA 70512-3617: [26, 773, 221, 792]
list-item: 97. JONES, PEARL REVOUTE 1039 ELLIOT DR, ST MARTINVILLE, LA 70582: [233, 972, 428, 991]
list-item: 73. GARDEMAL, BENJAMIN JUDE 1107 DENNIS DR, ST MARTINVILLE, LA 70582: [233, 535, 428, 553]
bidder-note: NOTE: SUCCESSFUL BIDDER MUST PAY THE ADVERTISING CHARGES.: [856, 1137, 1051, 1156]
filer: Magnolia Water Utility Operating Company, LLC, 10764 Perkins Road, Suite A, Baton Rouge, LA 70810: [856, 246, 1051, 265]
list-item: 53. DAVIS, NORMA JEAN 1031/2 CAMP DON TEMPS RD, BREAUX BRIDGE, LA 70517-6327: [233, 169, 428, 188]
publish-dates: Publish 5/7/2025 & 5/14/2025: [648, 515, 742, 525]
